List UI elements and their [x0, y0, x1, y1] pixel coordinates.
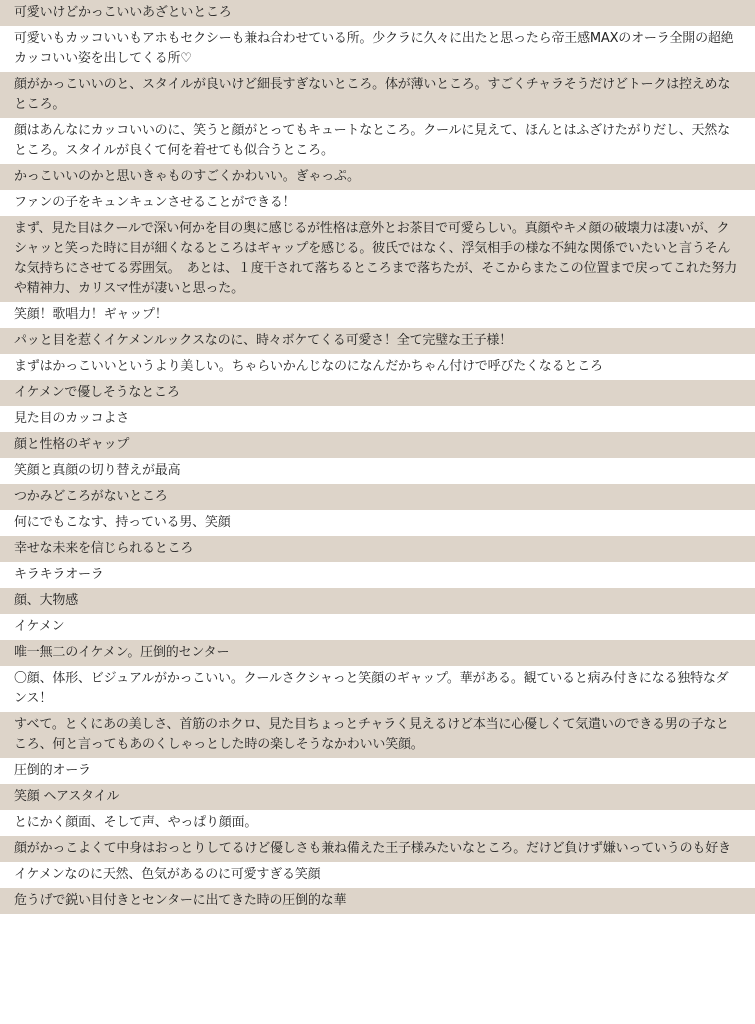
list-item: つかみどころがないところ — [0, 484, 755, 510]
list-item: 危うげで鋭い目付きとセンターに出てきた時の圧倒的な華 — [0, 888, 755, 914]
list-item: イケメンで優しそうなところ — [0, 380, 755, 406]
list-item: ファンの子をキュンキュンさせることができる！ — [0, 190, 755, 216]
list-item: 顔、大物感 — [0, 588, 755, 614]
list-item: 可愛いもカッコいいもアホもセクシーも兼ね合わせている所。少クラに久々に出たと思ったら帝王感MAXのオーラ全開の超絶カッコいい姿を出してくる所♡ — [0, 26, 755, 72]
list-item: かっこいいのかと思いきゃものすごくかわいい。ぎゃっぷ。 — [0, 164, 755, 190]
list-item: イケメンなのに天然、色気があるのに可愛すぎる笑顔 — [0, 862, 755, 888]
list-item: 唯一無二のイケメン。圧倒的センター — [0, 640, 755, 666]
list-item: 顔はあんなにカッコいいのに、笑うと顔がとってもキュートなところ。クールに見えて、ほんとはふざけたがりだし、天然なところ。スタイルが良くて何を着せても似合うところ。 — [0, 118, 755, 164]
list-item: 見た目のカッコよさ — [0, 406, 755, 432]
list-item: キラキラオーラ — [0, 562, 755, 588]
list-item: 笑顔 ヘアスタイル — [0, 784, 755, 810]
list-item: 顔がかっこいいのと、スタイルが良いけど細長すぎないところ。体が薄いところ。すごくチャラそうだけどトークは控えめなところ。 — [0, 72, 755, 118]
list-item: まずはかっこいいというより美しい。ちゃらいかんじなのになんだかちゃん付けで呼びたくなるところ — [0, 354, 755, 380]
list-item: イケメン — [0, 614, 755, 640]
list-item: 顔と性格のギャップ — [0, 432, 755, 458]
list-item: 顔がかっこよくて中身はおっとりしてるけど優しさも兼ね備えた王子様みたいなところ。だけど負けず嫌いっていうのも好き — [0, 836, 755, 862]
list-item: 〇顔、体形、ビジュアルがかっこいい。クールさクシャっと笑顔のギャップ。華がある。観ていると病み付きになる独特なダンス！ — [0, 666, 755, 712]
list-item: 笑顔と真顔の切り替えが最高 — [0, 458, 755, 484]
list-item: 幸せな未来を信じられるところ — [0, 536, 755, 562]
list-item: パッと目を惹くイケメンルックスなのに、時々ボケてくる可愛さ！全て完璧な王子様！ — [0, 328, 755, 354]
list-item: 圧倒的オーラ — [0, 758, 755, 784]
list-item: 何にでもこなす、持っている男、笑顔 — [0, 510, 755, 536]
list-item: とにかく顔面、そして声、やっぱり顔面。 — [0, 810, 755, 836]
list-item: まず、見た目はクールで深い何かを目の奥に感じるが性格は意外とお茶目で可愛らしい。真顔やキメ顔の破壊力は凄いが、クシャッと笑った時に目が細くなるところはギャップを感じる。彼氏ではなく、浮気相手の様な不純な関係でいたいと言うそんな気持ちにさせてる雰囲気。 あとは、１度干されて落ちるところまで落ちたが、そこからまたこの位置まで戻ってこれた努力や精神力、カリスマ性が凄いと思った。 — [0, 216, 755, 302]
list-item: すべて。とくにあの美しさ、首筋のホクロ、見た目ちょっとチャラく見えるけど本当に心優しくて気遣いのできる男の子なところ、何と言ってもあのくしゃっとした時の楽しそうなかわいい笑顔。 — [0, 712, 755, 758]
list-item: 可愛いけどかっこいいあざといところ — [0, 0, 755, 26]
list-item: 笑顔！歌唱力！ギャップ！ — [0, 302, 755, 328]
